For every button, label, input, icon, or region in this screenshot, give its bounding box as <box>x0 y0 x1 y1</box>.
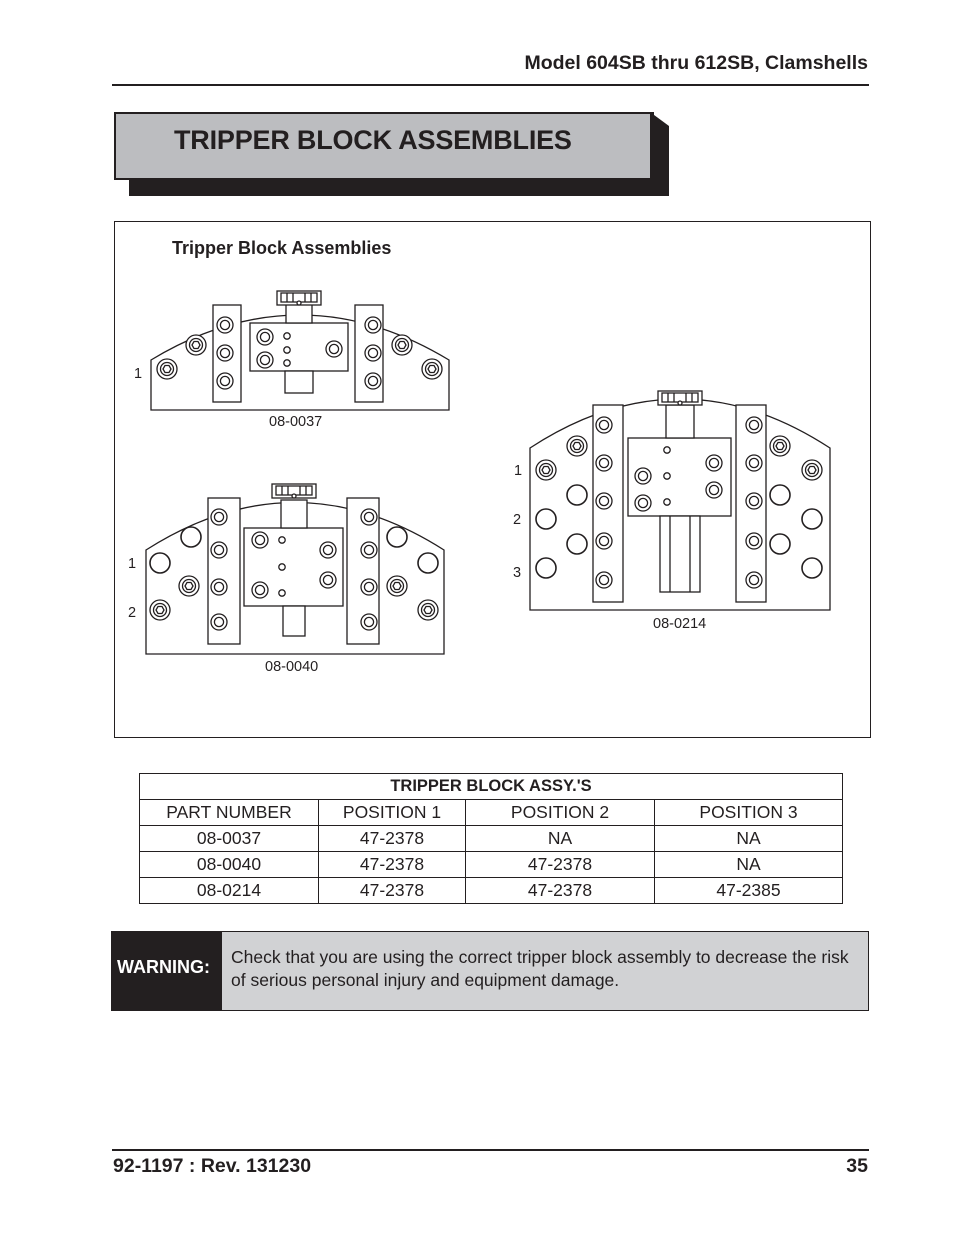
table-cell: 47-2378 <box>319 826 466 852</box>
table-cell: 47-2385 <box>655 878 843 904</box>
tripper-block-table <box>139 773 843 904</box>
warning-label: WARNING: <box>117 957 210 977</box>
assembly-part-label: 08-0040 <box>265 659 319 675</box>
section-title: TRIPPER BLOCK ASSEMBLIES <box>174 125 572 155</box>
table-cell: 08-0040 <box>140 852 319 878</box>
table-header-row <box>140 800 843 826</box>
position-label: 2 <box>513 512 522 528</box>
assembly-part-label: 08-0214 <box>653 616 707 632</box>
table-row <box>140 878 843 904</box>
table-caption: TRIPPER BLOCK ASSY.'S <box>140 774 843 800</box>
position-label: 1 <box>514 463 523 479</box>
position-label: 1 <box>134 366 143 382</box>
table-cell: 08-0037 <box>140 826 319 852</box>
table-cell: NA <box>655 852 843 878</box>
assembly-08-0214-drawing <box>530 391 830 610</box>
table-cell: NA <box>655 826 843 852</box>
assembly-08-0040-drawing <box>146 484 444 654</box>
position-label: 2 <box>128 605 137 621</box>
table-cell: 47-2378 <box>466 878 655 904</box>
column-header: PART NUMBER <box>140 800 319 826</box>
warning-text: Check that you are using the correct tripper block assembly to decrease the risk of serious personal injury and equipment damage. <box>231 947 849 990</box>
table-caption-row <box>140 774 843 800</box>
document-number: 92-1197 : Rev. 131230 <box>113 1155 312 1177</box>
table-cell: 47-2378 <box>319 852 466 878</box>
table-row <box>140 852 843 878</box>
page-number: 35 <box>846 1155 868 1177</box>
position-label: 1 <box>128 556 137 572</box>
table-cell: NA <box>466 826 655 852</box>
column-header: POSITION 3 <box>655 800 843 826</box>
assembly-08-0037-drawing <box>151 291 449 410</box>
table-row <box>140 826 843 852</box>
figure-caption: Tripper Block Assemblies <box>172 238 392 258</box>
table-cell: 47-2378 <box>319 878 466 904</box>
assembly-part-label: 08-0037 <box>269 414 323 430</box>
position-label: 3 <box>513 565 522 581</box>
footer-rule <box>112 1149 869 1151</box>
document-header-title: Model 604SB thru 612SB, Clamshells <box>524 52 868 74</box>
column-header: POSITION 2 <box>466 800 655 826</box>
table-cell: 08-0214 <box>140 878 319 904</box>
column-header: POSITION 1 <box>319 800 466 826</box>
table-cell: 47-2378 <box>466 852 655 878</box>
